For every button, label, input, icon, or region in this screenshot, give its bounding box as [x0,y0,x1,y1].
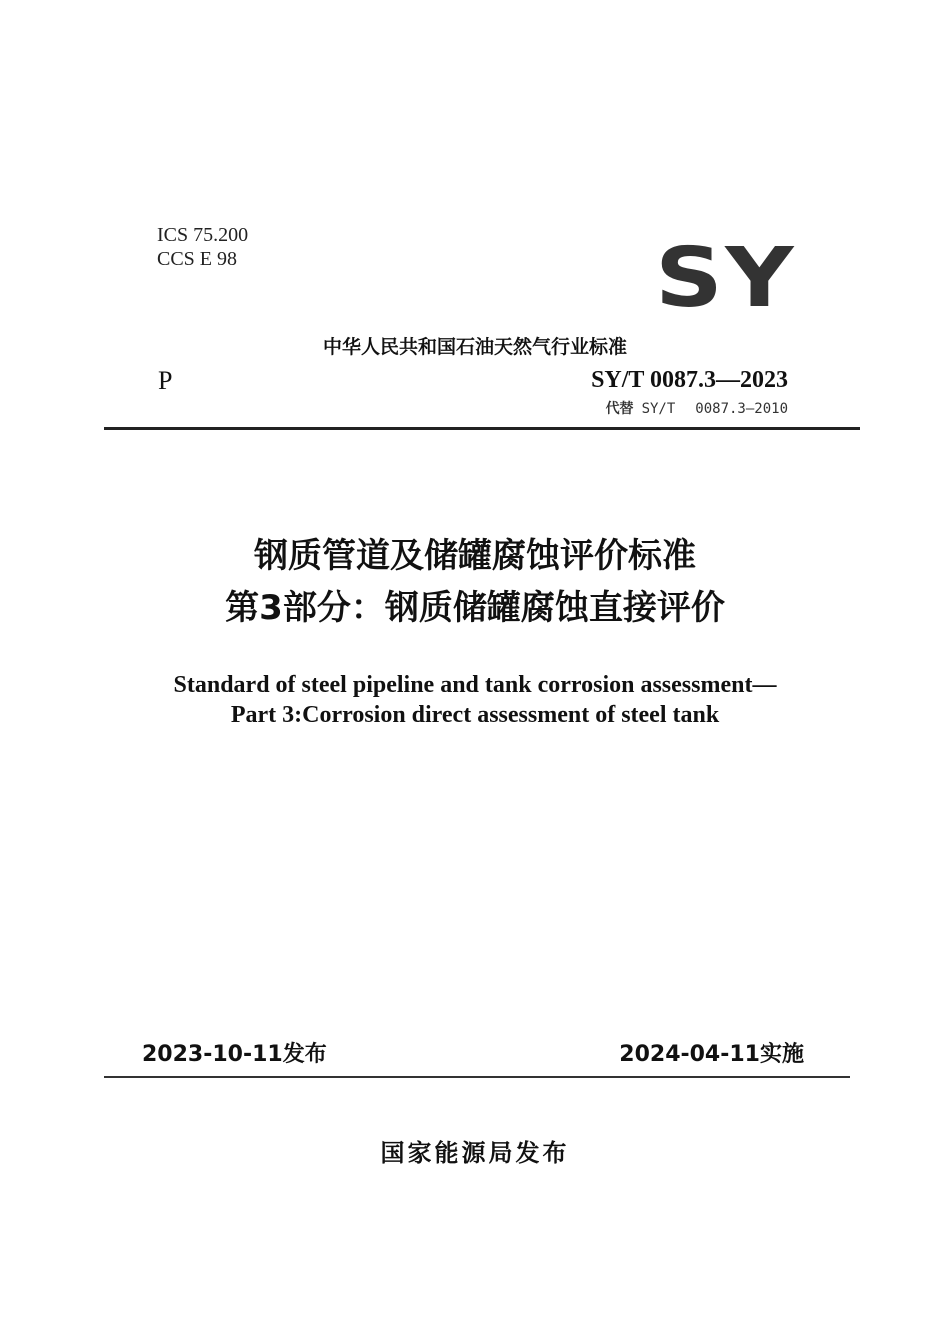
replaces-prefix: SY/T [641,401,676,417]
industry-standard-heading: 中华人民共和国石油天然气行业标准 [322,336,627,358]
implementation-date: 2024-04-11实施 [619,1042,804,1067]
replaces-label: 代替 [605,401,634,417]
issue-date: 2023-10-11发布 [142,1042,327,1067]
replaces-number: 0087.3—2010 [695,401,788,417]
replaces-line [606,398,788,418]
bottom-divider [104,1076,850,1078]
ics-code: ICS 75.200 [157,224,249,246]
publisher: 国家能源局发布 [380,1139,570,1167]
top-divider [104,427,860,430]
standard-number: SY/T 0087.3—2023 [591,367,788,393]
title-cn-line2: 第3部分：钢质储罐腐蚀直接评价 [225,588,725,628]
sy-logo: SY [655,231,796,326]
category-letter: P [158,366,173,395]
title-en-line2: Part 3:Corrosion direct assessment of steel tank [230,702,720,728]
title-cn-line1: 钢质管道及储罐腐蚀评价标准 [254,536,696,576]
ccs-code: CCS E 98 [157,248,238,270]
title-en-line1: Standard of steel pipeline and tank corrosion assessment— [173,672,777,698]
